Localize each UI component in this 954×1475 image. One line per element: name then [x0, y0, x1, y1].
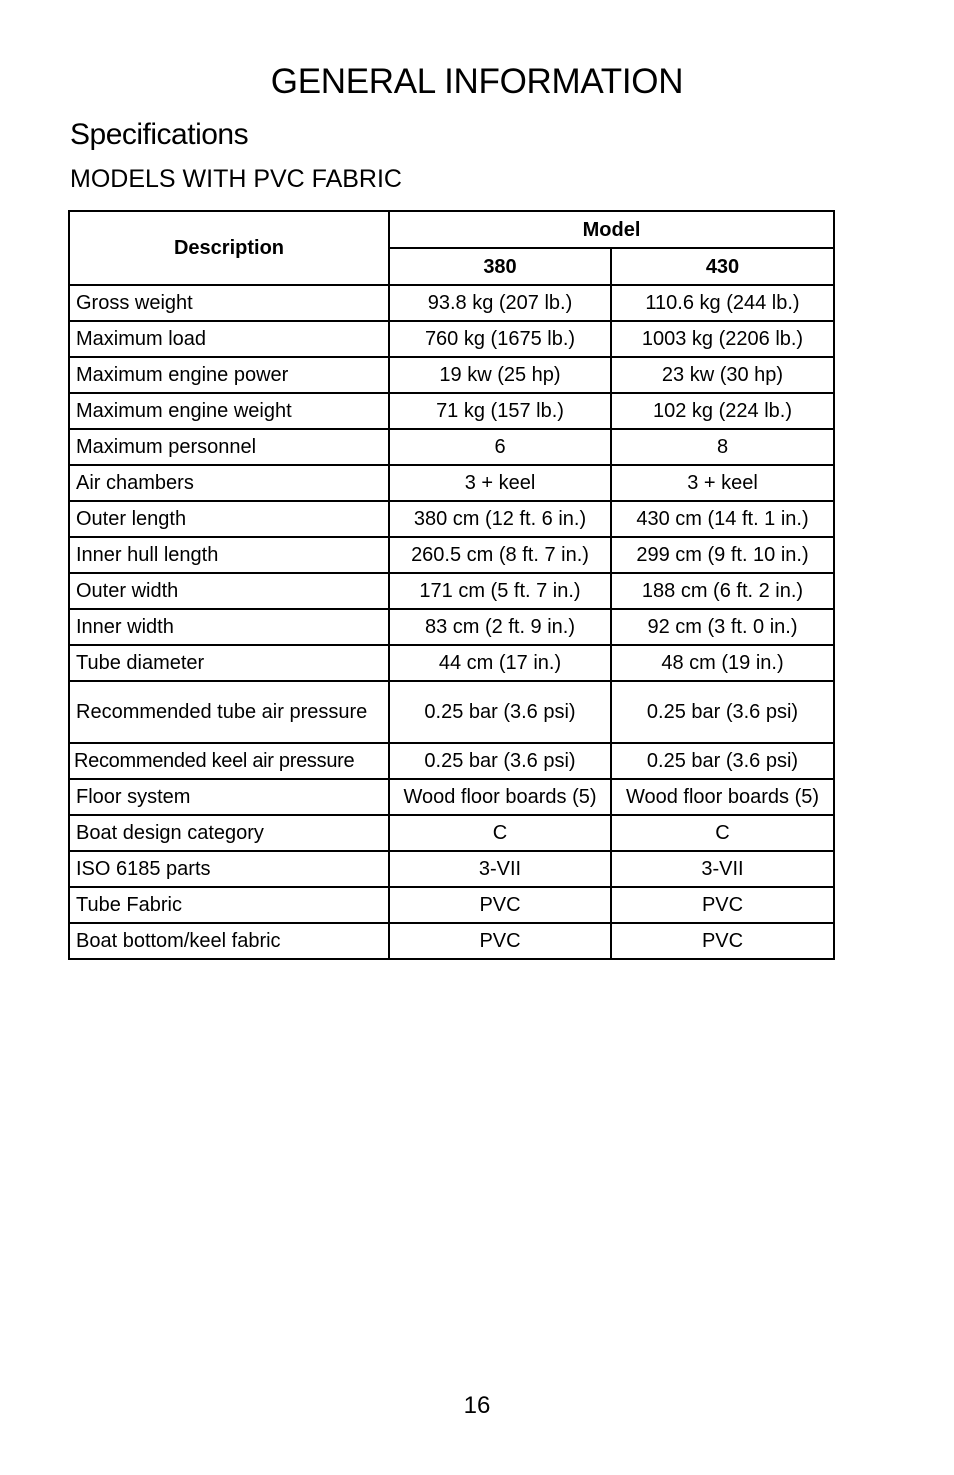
- value-380: 760 kg (1675 lb.): [389, 321, 611, 357]
- table-row: [69, 357, 834, 393]
- row-label: Inner width: [69, 609, 389, 645]
- value-430: 188 cm (6 ft. 2 in.): [611, 573, 834, 609]
- value-380: 380 cm (12 ft. 6 in.): [389, 501, 611, 537]
- model-header: Model: [389, 211, 834, 248]
- table-row: [69, 429, 834, 465]
- value-380: 0.25 bar (3.6 psi): [389, 743, 611, 779]
- value-380: 83 cm (2 ft. 9 in.): [389, 609, 611, 645]
- value-430: 299 cm (9 ft. 10 in.): [611, 537, 834, 573]
- value-430: Wood floor boards (5): [611, 779, 834, 815]
- row-label: Inner hull length: [69, 537, 389, 573]
- row-label: Floor system: [69, 779, 389, 815]
- table-row: [69, 815, 834, 851]
- row-label: ISO 6185 parts: [69, 851, 389, 887]
- table-row: [69, 537, 834, 573]
- value-380: 19 kw (25 hp): [389, 357, 611, 393]
- row-label: Maximum engine power: [69, 357, 389, 393]
- table-row: [69, 779, 834, 815]
- table-row: [69, 285, 834, 321]
- value-380: 71 kg (157 lb.): [389, 393, 611, 429]
- value-380: C: [389, 815, 611, 851]
- value-380: PVC: [389, 923, 611, 959]
- table-row: [69, 645, 834, 681]
- page-number: 16: [463, 1392, 491, 1419]
- value-430: 3 + keel: [611, 465, 834, 501]
- value-430: 48 cm (19 in.): [611, 645, 834, 681]
- value-380: 6: [389, 429, 611, 465]
- row-label: Outer width: [69, 573, 389, 609]
- value-380: 93.8 kg (207 lb.): [389, 285, 611, 321]
- value-430: 8: [611, 429, 834, 465]
- model-430-header: 430: [611, 248, 834, 285]
- table-row: [69, 923, 834, 959]
- description-header: Description: [69, 211, 389, 285]
- section-title: Specifications: [70, 118, 249, 151]
- row-label: Tube Fabric: [69, 887, 389, 923]
- value-430: 430 cm (14 ft. 1 in.): [611, 501, 834, 537]
- value-430: PVC: [611, 887, 834, 923]
- value-430: 110.6 kg (244 lb.): [611, 285, 834, 321]
- value-380: PVC: [389, 887, 611, 923]
- row-label: Maximum personnel: [69, 429, 389, 465]
- value-430: 1003 kg (2206 lb.): [611, 321, 834, 357]
- value-380: Wood floor boards (5): [389, 779, 611, 815]
- table-row: [69, 393, 834, 429]
- value-430: 0.25 bar (3.6 psi): [611, 681, 834, 743]
- value-380: 0.25 bar (3.6 psi): [389, 681, 611, 743]
- table-row: [69, 501, 834, 537]
- row-label: Maximum engine weight: [69, 393, 389, 429]
- row-label: Tube diameter: [69, 645, 389, 681]
- row-label: Recommended tube air pressure: [69, 681, 389, 743]
- value-430: 102 kg (224 lb.): [611, 393, 834, 429]
- row-label: Maximum load: [69, 321, 389, 357]
- page-title: GENERAL INFORMATION: [270, 62, 684, 101]
- row-label: Boat bottom/keel fabric: [69, 923, 389, 959]
- table-row: [69, 465, 834, 501]
- value-430: 92 cm (3 ft. 0 in.): [611, 609, 834, 645]
- table-row: [69, 681, 834, 743]
- specifications-table: [68, 210, 835, 960]
- row-label: Outer length: [69, 501, 389, 537]
- table-row: [69, 887, 834, 923]
- table-row: [69, 851, 834, 887]
- table-row: [69, 609, 834, 645]
- row-label: Boat design category: [69, 815, 389, 851]
- value-380: 260.5 cm (8 ft. 7 in.): [389, 537, 611, 573]
- table-header-row: [69, 211, 834, 248]
- value-380: 3-VII: [389, 851, 611, 887]
- value-380: 44 cm (17 in.): [389, 645, 611, 681]
- subsection-title: MODELS WITH PVC FABRIC: [70, 165, 402, 193]
- value-430: 23 kw (30 hp): [611, 357, 834, 393]
- value-430: 0.25 bar (3.6 psi): [611, 743, 834, 779]
- model-380-header: 380: [389, 248, 611, 285]
- row-label: Air chambers: [69, 465, 389, 501]
- value-380: 3 + keel: [389, 465, 611, 501]
- value-430: 3-VII: [611, 851, 834, 887]
- value-430: C: [611, 815, 834, 851]
- table-row: [69, 321, 834, 357]
- value-430: PVC: [611, 923, 834, 959]
- row-label: Recommended keel air pressure: [69, 743, 389, 779]
- row-label: Gross weight: [69, 285, 389, 321]
- table-row: [69, 743, 834, 779]
- value-380: 171 cm (5 ft. 7 in.): [389, 573, 611, 609]
- table-row: [69, 573, 834, 609]
